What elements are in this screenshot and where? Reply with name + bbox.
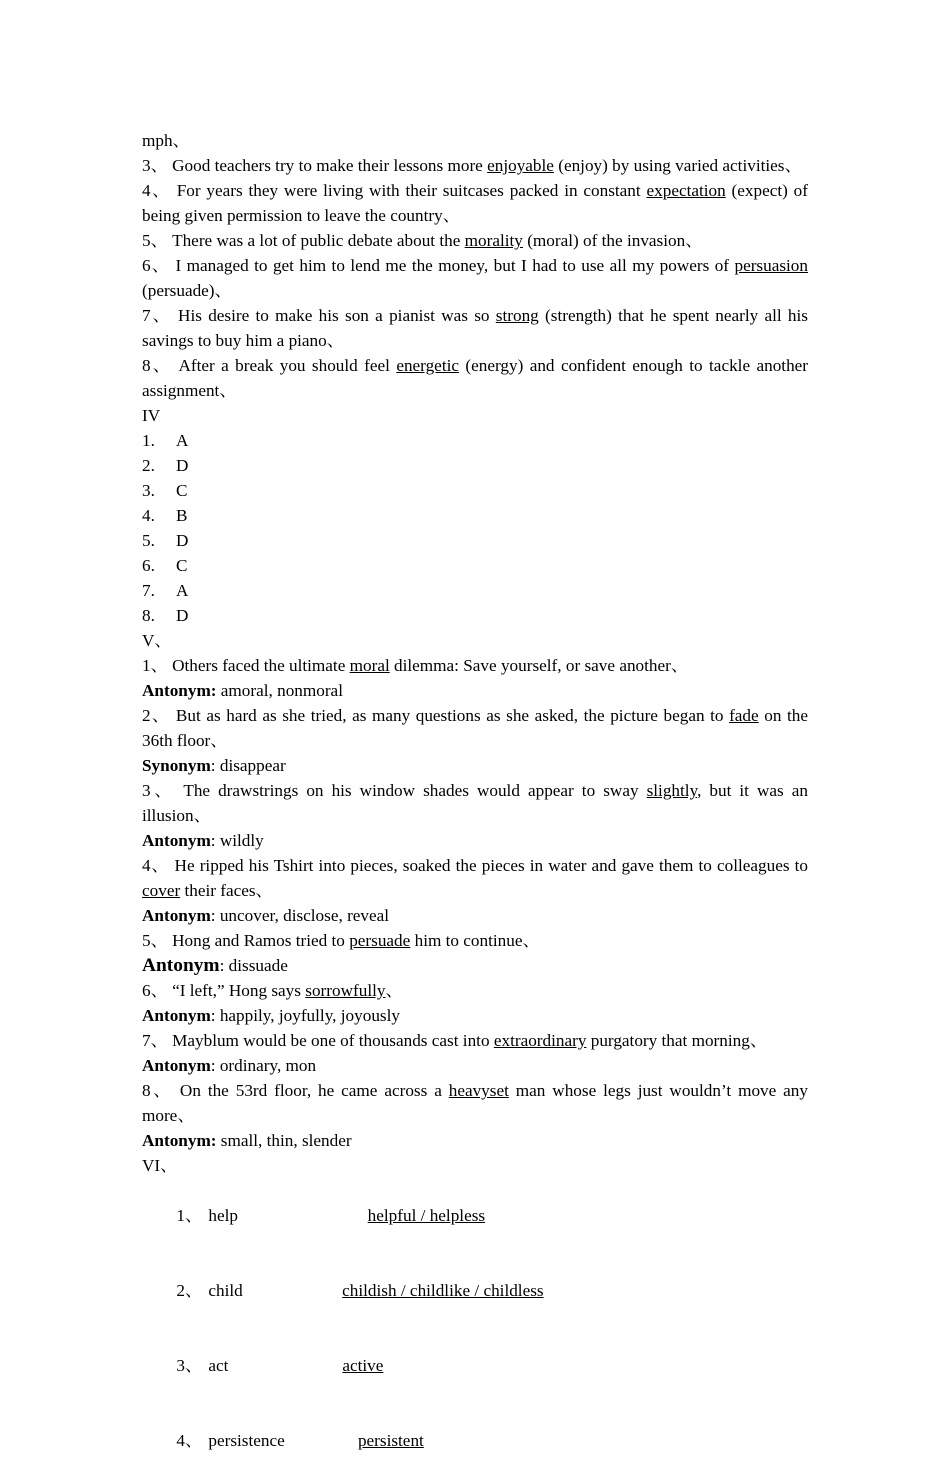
answer-value: C bbox=[176, 481, 188, 500]
sentence-after: purgatory that morning、 bbox=[586, 1031, 768, 1050]
item-answer: persuasion bbox=[734, 256, 808, 275]
answer-row bbox=[142, 578, 808, 603]
answer-number: 6. bbox=[142, 556, 155, 575]
answer-value: C bbox=[176, 556, 188, 575]
item-answer: enjoyable bbox=[487, 156, 554, 175]
word-formation-row bbox=[142, 1253, 808, 1328]
item-text-after: (persuade)、 bbox=[142, 281, 232, 300]
item-text-after: (enjoy) by using varied activities、 bbox=[553, 156, 802, 175]
relation-label: Antonym: bbox=[142, 1131, 217, 1150]
item-number: 7、 bbox=[142, 306, 172, 325]
answer-number: 2. bbox=[142, 456, 155, 475]
sentence-keyword: extraordinary bbox=[493, 1031, 587, 1050]
item-text-after: (moral) of the invasion、 bbox=[522, 231, 703, 250]
sentence-after: man whose legs just wouldn’t move any more、 bbox=[142, 1081, 808, 1125]
continuation-fragment: mph、 bbox=[142, 131, 190, 150]
word-formation-row bbox=[142, 1178, 808, 1253]
relation-label: Antonym: bbox=[142, 681, 217, 700]
sentence-keyword: fade bbox=[729, 706, 759, 725]
sentence-after: 、 bbox=[385, 981, 403, 1000]
sentence-before: “I left,” Hong says bbox=[172, 981, 306, 1000]
relation-note bbox=[142, 953, 808, 978]
sentence-item bbox=[142, 978, 808, 1003]
row-number: 1、 bbox=[176, 1206, 203, 1225]
item-text-before: There was a lot of public debate about the bbox=[172, 231, 465, 250]
gapfill-item bbox=[142, 303, 808, 353]
answer-number: 5. bbox=[142, 531, 155, 550]
sentence-before: Hong and Ramos tried to bbox=[172, 931, 350, 950]
sentence-before: On the 53rd floor, he came across a bbox=[179, 1081, 449, 1100]
answer-value: B bbox=[176, 506, 188, 525]
relation-note bbox=[142, 1003, 808, 1028]
answer-row bbox=[142, 603, 808, 628]
row-number: 2、 bbox=[176, 1281, 203, 1300]
relation-label: Antonym bbox=[142, 906, 211, 925]
sentence-before: Mayblum would be one of thousands cast into bbox=[172, 1031, 494, 1050]
answer-row bbox=[142, 478, 808, 503]
root-word: help bbox=[208, 1206, 238, 1225]
sentence-after: on the 36th floor、 bbox=[142, 706, 808, 750]
row-number: 3、 bbox=[176, 1356, 203, 1375]
answer-row bbox=[142, 553, 808, 578]
item-number: 5、 bbox=[142, 931, 168, 950]
answer-number: 1. bbox=[142, 431, 155, 450]
item-text-after: (expect) of being given permission to leave the country、 bbox=[142, 181, 808, 225]
answer-value: A bbox=[176, 431, 189, 450]
sentence-item bbox=[142, 653, 808, 678]
item-number: 8、 bbox=[142, 356, 173, 375]
item-number: 8、 bbox=[142, 1081, 173, 1100]
answer-value: D bbox=[176, 531, 189, 550]
answer-row bbox=[142, 453, 808, 478]
answer-number: 4. bbox=[142, 506, 155, 525]
section-v bbox=[142, 628, 808, 1153]
relation-label: Antonym bbox=[142, 955, 220, 976]
relation-note bbox=[142, 678, 808, 703]
section-vi-heading: VI、 bbox=[142, 1156, 178, 1175]
item-text-after: (energy) and confident enough to tackle another assignment、 bbox=[142, 356, 809, 400]
relation-values: : ordinary, mon bbox=[210, 1056, 317, 1075]
sentence-after: , but it was an illusion、 bbox=[142, 781, 808, 825]
sentence-keyword: persuade bbox=[349, 931, 411, 950]
sentence-item bbox=[142, 928, 808, 953]
section-vi bbox=[142, 1153, 808, 1478]
gapfill-item bbox=[142, 153, 808, 178]
sentence-keyword: heavyset bbox=[448, 1081, 509, 1100]
answer-number: 8. bbox=[142, 606, 155, 625]
root-word: persistence bbox=[208, 1431, 285, 1450]
sentence-after: dilemma: Save yourself, or save another、 bbox=[389, 656, 689, 675]
document-body bbox=[142, 128, 808, 1478]
relation-label: Antonym bbox=[142, 1056, 211, 1075]
relation-values: amoral, nonmoral bbox=[216, 681, 343, 700]
sentence-before: But as hard as she tried, as many questions as she asked, the picture began to bbox=[175, 706, 730, 725]
item-answer: expectation bbox=[646, 181, 726, 200]
gapfill-item bbox=[142, 228, 808, 253]
relation-note bbox=[142, 828, 808, 853]
item-text-before: I managed to get him to lend me the money, but I had to use all my powers of bbox=[175, 256, 735, 275]
derived-form-blank: helpful / helpless bbox=[367, 1206, 486, 1225]
relation-values: : wildly bbox=[210, 831, 264, 850]
row-number: 4、 bbox=[176, 1431, 203, 1450]
sentence-keyword: sorrowfully bbox=[305, 981, 386, 1000]
item-number: 3、 bbox=[142, 156, 168, 175]
derived-form-blank: persistent bbox=[357, 1431, 424, 1450]
relation-values: small, thin, slender bbox=[216, 1131, 352, 1150]
item-number: 7、 bbox=[142, 1031, 168, 1050]
sentence-keyword: cover bbox=[142, 881, 181, 900]
relation-note bbox=[142, 903, 808, 928]
word-formation-row bbox=[142, 1328, 808, 1403]
sentence-keyword: moral bbox=[349, 656, 390, 675]
item-answer: energetic bbox=[396, 356, 459, 375]
relation-values: : happily, joyfully, joyously bbox=[210, 1006, 400, 1025]
answer-row bbox=[142, 503, 808, 528]
section-iii-items bbox=[142, 153, 808, 403]
relation-label: Antonym bbox=[142, 1006, 211, 1025]
item-answer: strong bbox=[495, 306, 539, 325]
item-text-before: Good teachers try to make their lessons more bbox=[172, 156, 488, 175]
root-word: act bbox=[208, 1356, 229, 1375]
sentence-before: He ripped his Tshirt into pieces, soaked the pieces in water and gave them to colleagues to bbox=[174, 856, 808, 875]
sentence-after: him to continue、 bbox=[410, 931, 540, 950]
section-iv-heading: IV bbox=[142, 406, 161, 425]
item-number: 4、 bbox=[142, 856, 170, 875]
item-number: 1、 bbox=[142, 656, 168, 675]
answer-number: 3. bbox=[142, 481, 155, 500]
relation-note bbox=[142, 753, 808, 778]
item-number: 6、 bbox=[142, 981, 168, 1000]
word-formation-row bbox=[142, 1403, 808, 1478]
section-v-heading: V、 bbox=[142, 631, 172, 650]
sentence-before: The drawstrings on his window shades would appear to sway bbox=[183, 781, 647, 800]
item-number: 4、 bbox=[142, 181, 171, 200]
item-text-before: For years they were living with their suitcases packed in constant bbox=[176, 181, 647, 200]
item-number: 5、 bbox=[142, 231, 168, 250]
relation-values: : dissuade bbox=[219, 956, 288, 975]
sentence-item bbox=[142, 778, 808, 828]
answer-number: 7. bbox=[142, 581, 155, 600]
derived-form-blank: active bbox=[342, 1356, 384, 1375]
sentence-item bbox=[142, 703, 808, 753]
answer-row bbox=[142, 528, 808, 553]
derived-form-blank: childish / childlike / childless bbox=[342, 1281, 544, 1300]
relation-label: Antonym bbox=[142, 831, 211, 850]
sentence-after: their faces、 bbox=[180, 881, 273, 900]
gapfill-item bbox=[142, 178, 808, 228]
item-number: 6、 bbox=[142, 256, 171, 275]
gapfill-item bbox=[142, 253, 808, 303]
item-answer: morality bbox=[464, 231, 523, 250]
item-text-after: (strength) that he spent nearly all his savings to buy him a piano、 bbox=[142, 306, 808, 350]
relation-label: Synonym bbox=[142, 756, 211, 775]
answer-value: D bbox=[176, 606, 189, 625]
gapfill-item bbox=[142, 353, 808, 403]
item-text-before: After a break you should feel bbox=[178, 356, 397, 375]
answer-value: A bbox=[176, 581, 189, 600]
section-iv bbox=[142, 403, 808, 628]
root-word: child bbox=[208, 1281, 243, 1300]
relation-note bbox=[142, 1053, 808, 1078]
relation-values: : uncover, disclose, reveal bbox=[210, 906, 390, 925]
relation-note bbox=[142, 1128, 808, 1153]
sentence-keyword: slightly bbox=[646, 781, 698, 800]
sentence-item bbox=[142, 853, 808, 903]
answer-value: D bbox=[176, 456, 189, 475]
answer-row bbox=[142, 428, 808, 453]
item-number: 3、 bbox=[142, 781, 176, 800]
sentence-item bbox=[142, 1078, 808, 1128]
sentence-before: Others faced the ultimate bbox=[172, 656, 350, 675]
relation-values: : disappear bbox=[210, 756, 286, 775]
item-number: 2、 bbox=[142, 706, 171, 725]
item-text-before: His desire to make his son a pianist was so bbox=[178, 306, 496, 325]
sentence-item bbox=[142, 1028, 808, 1053]
